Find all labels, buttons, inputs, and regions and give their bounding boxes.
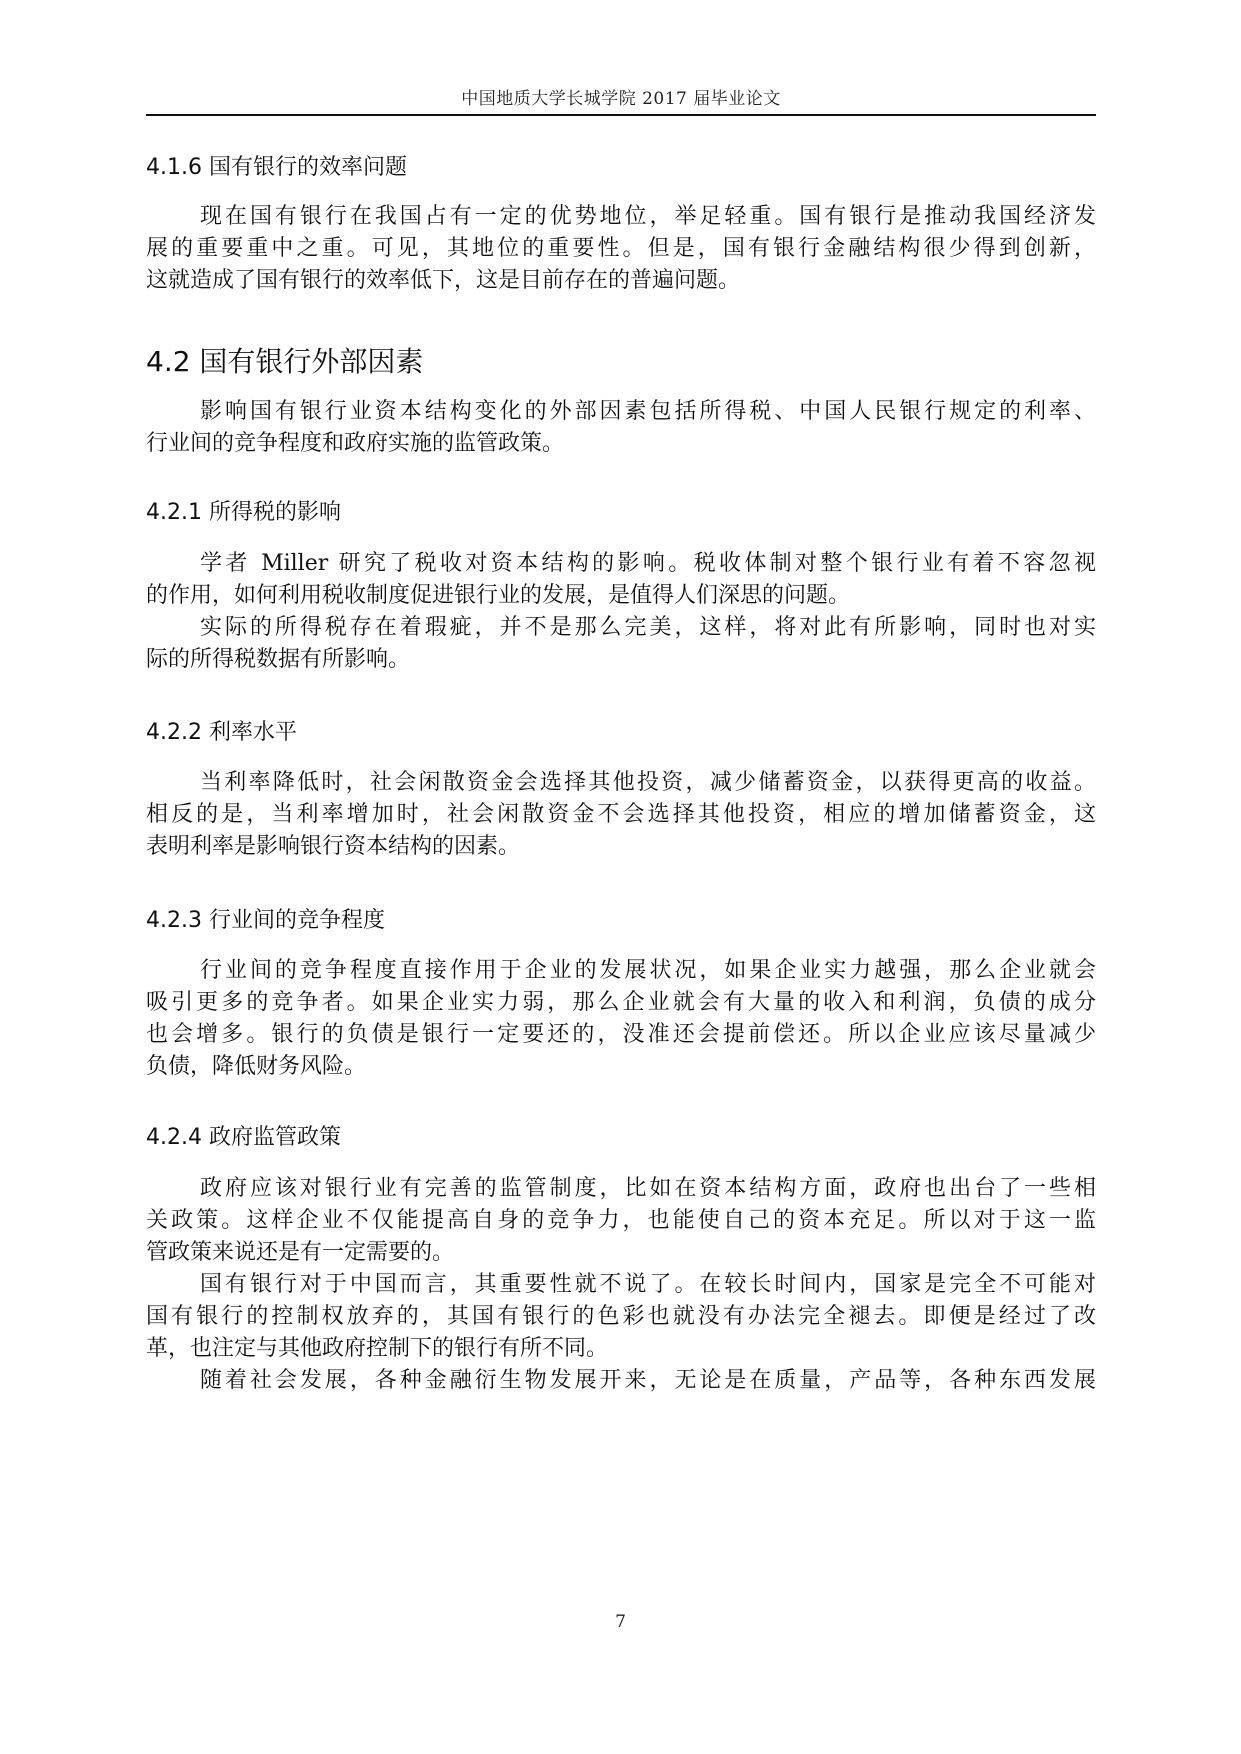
running-header: 中国地质大学长城学院 2017 届毕业论文 <box>461 89 781 109</box>
paragraph-line: 行业间的竞争程度直接作用于企业的发展状况，如果企业实力越强，那么企业就会 <box>200 958 1096 983</box>
paragraph-line: 关政策。这样企业不仅能提高自身的竞争力，也能使自己的资本充足。所以对于这一监 <box>146 1208 1096 1233</box>
section-heading-4-2-3: 4.2.3 行业间的竞争程度 <box>146 908 385 933</box>
paragraph-line: 政府应该对银行业有完善的监管制度，比如在资本结构方面，政府也出台了一些相 <box>200 1176 1096 1201</box>
paragraph-line: 革，也注定与其他政府控制下的银行有所不同。 <box>146 1336 609 1361</box>
paragraph-line: 际的所得税数据有所影响。 <box>146 647 411 672</box>
page-number: 7 <box>615 1612 626 1632</box>
paragraph-line: 表明利率是影响银行资本结构的因素。 <box>146 834 521 859</box>
paragraph-line: 影响国有银行业资本结构变化的外部因素包括所得税、中国人民银行规定的利率、 <box>200 399 1096 424</box>
paragraph-line: 这就造成了国有银行的效率低下，这是目前存在的普遍问题。 <box>146 268 741 293</box>
section-heading-4-2: 4.2 国有银行外部因素 <box>146 345 424 378</box>
paragraph-line: 国有银行对于中国而言，其重要性就不说了。在较长时间内，国家是完全不可能对 <box>200 1272 1096 1297</box>
paragraph-line: 也会增多。银行的负债是银行一定要还的，没准还会提前偿还。所以企业应该尽量减少 <box>146 1022 1096 1047</box>
header-divider <box>146 114 1096 116</box>
section-heading-4-2-2: 4.2.2 利率水平 <box>146 720 297 745</box>
paragraph-line: 的作用，如何利用税收制度促进银行业的发展，是值得人们深思的问题。 <box>146 583 851 608</box>
paragraph-line: 现在国有银行在我国占有一定的优势地位，举足轻重。国有银行是推动我国经济发 <box>200 204 1096 229</box>
paragraph-line: 吸引更多的竞争者。如果企业实力弱，那么企业就会有大量的收入和利润，负债的成分 <box>146 990 1096 1015</box>
paragraph-line: 负债，降低财务风险。 <box>146 1054 367 1079</box>
section-heading-4-2-1: 4.2.1 所得税的影响 <box>146 500 341 525</box>
paragraph-line: 展的重要重中之重。可见，其地位的重要性。但是，国有银行金融结构很少得到创新， <box>146 236 1096 261</box>
paragraph-line: 随着社会发展，各种金融衍生物发展开来，无论是在质量，产品等，各种东西发展 <box>200 1368 1096 1393</box>
paragraph-line: 学者 Miller 研究了税收对资本结构的影响。税收体制对整个银行业有着不容忽视 <box>200 551 1096 576</box>
paragraph-line: 行业间的竞争程度和政府实施的监管政策。 <box>146 431 565 456</box>
paragraph-line: 实际的所得税存在着瑕疵，并不是那么完美，这样，将对此有所影响，同时也对实 <box>200 615 1096 640</box>
section-heading-4-1-6: 4.1.6 国有银行的效率问题 <box>146 155 407 180</box>
section-heading-4-2-4: 4.2.4 政府监管政策 <box>146 1125 341 1150</box>
paragraph-line: 相反的是，当利率增加时，社会闲散资金不会选择其他投资，相应的增加储蓄资金，这 <box>146 802 1096 827</box>
paragraph-line: 当利率降低时，社会闲散资金会选择其他投资，减少储蓄资金，以获得更高的收益。 <box>200 770 1096 795</box>
paragraph-line: 管政策来说还是有一定需要的。 <box>146 1240 455 1265</box>
paragraph-line: 国有银行的控制权放弃的，其国有银行的色彩也就没有办法完全褪去。即便是经过了改 <box>146 1304 1096 1329</box>
